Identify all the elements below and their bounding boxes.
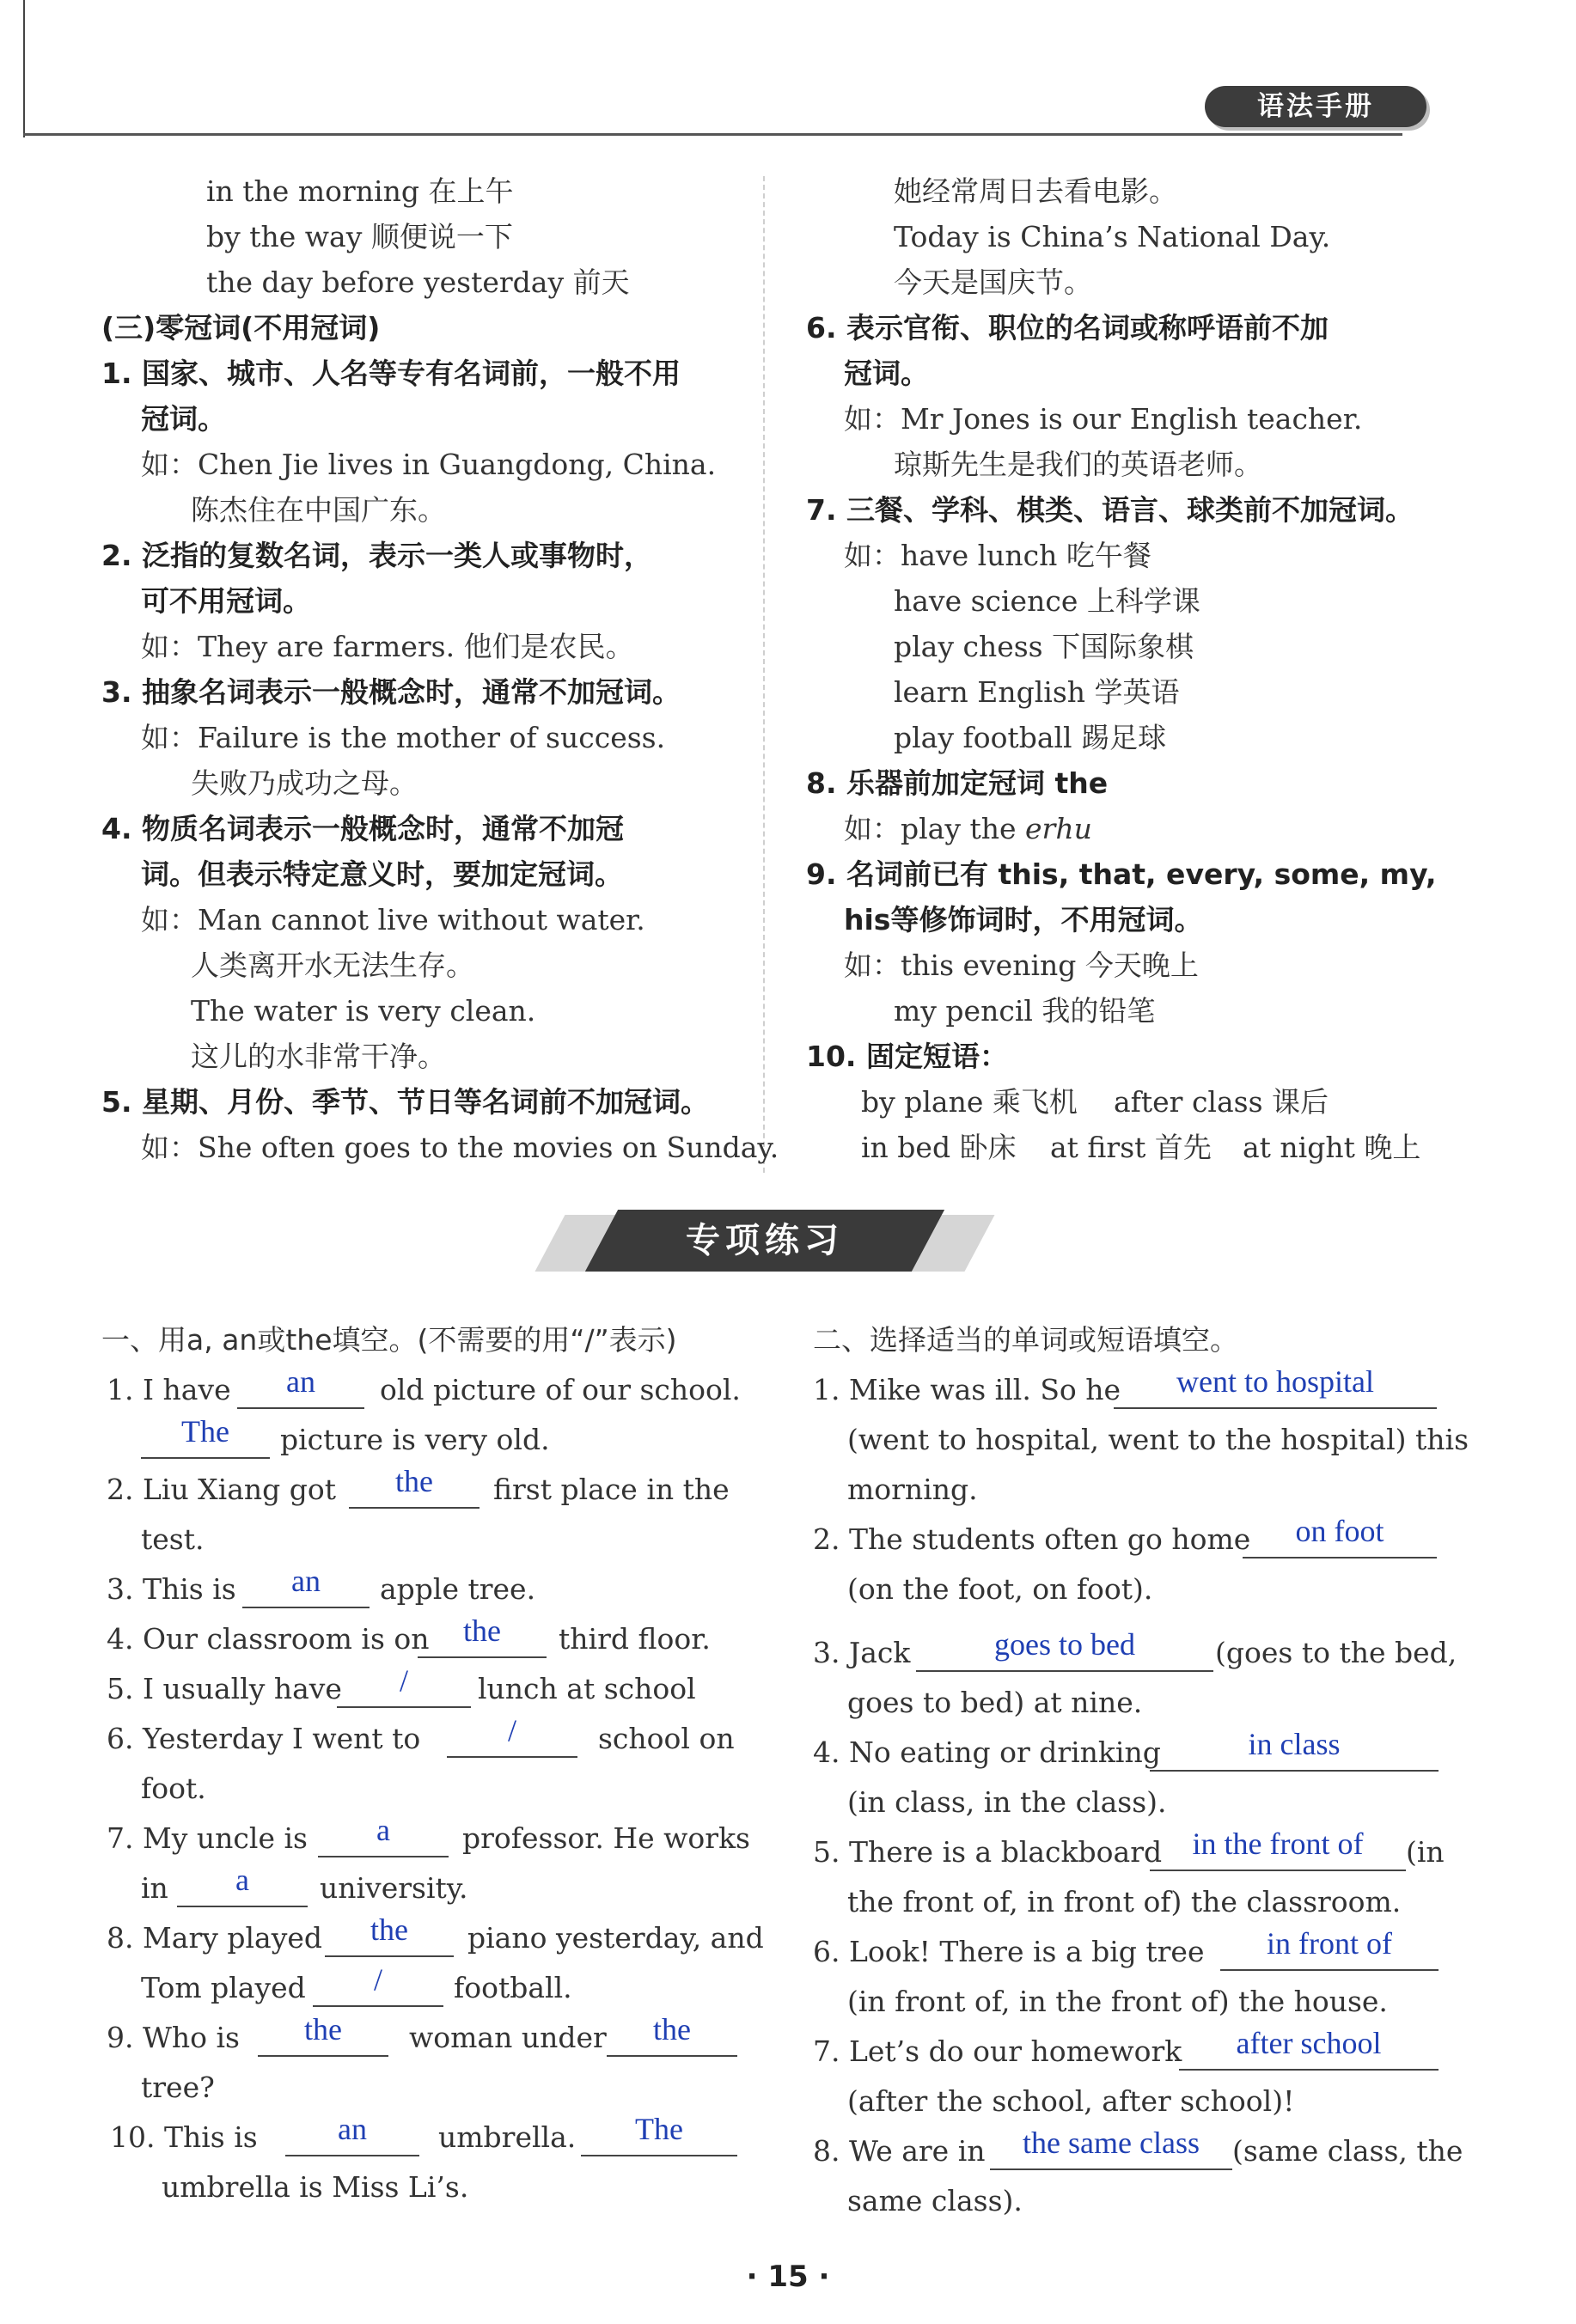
question-text: 5. I usually have: [107, 1672, 342, 1705]
section-banner: [541, 1203, 988, 1289]
question-text: (went to hospital, went to the hospital) this: [847, 1423, 1469, 1456]
header-tab: 语法手册: [1205, 86, 1426, 127]
note-rule: 8. 乐器前加定冠词 the: [806, 766, 1109, 800]
answer-blank[interactable]: [177, 1906, 308, 1907]
note-rule: 5. 星期、月份、季节、节日等名词前不加冠词。: [101, 1085, 709, 1119]
note-example: 如：Man cannot live without water.: [141, 903, 645, 936]
question-text: picture is very old.: [280, 1423, 550, 1456]
question-text: 7. My uncle is: [107, 1821, 308, 1855]
question-text: in: [141, 1871, 168, 1905]
question-text: 10. This is: [110, 2120, 258, 2154]
note-example: have science 上科学课: [894, 584, 1200, 618]
question-text: piano yesterday, and: [467, 1921, 764, 1955]
note-rule: 冠词。: [141, 402, 226, 436]
note-rule: 词。但表示特定意义时，要加定冠词。: [141, 857, 623, 891]
note-rule: his等修饰词时，不用冠词。: [844, 903, 1203, 936]
filled-answer: an: [291, 1564, 321, 1598]
question-text: foot.: [141, 1772, 206, 1805]
note-example: my pencil 我的铅笔: [894, 994, 1156, 1028]
note-example: 如：this evening 今天晚上: [844, 949, 1199, 982]
question-text: 6. Yesterday I went to: [107, 1722, 421, 1755]
answer-blank[interactable]: [418, 1656, 547, 1658]
question-text: third floor.: [559, 1622, 711, 1656]
filled-answer: goes to bed: [994, 1627, 1135, 1662]
note-rule: 2. 泛指的复数名词，表示一类人或事物时，: [101, 539, 652, 572]
question-text: 1. I have: [107, 1373, 231, 1406]
note-example: 如：They are farmers. 他们是农民。: [141, 630, 634, 663]
answer-blank[interactable]: [1114, 1407, 1437, 1409]
question-text: professor. He works: [462, 1821, 750, 1855]
note-rule: 10. 固定短语：: [806, 1040, 1008, 1073]
answer-blank[interactable]: [349, 1507, 480, 1509]
question-text: lunch at school: [478, 1672, 696, 1705]
column-divider: [763, 176, 765, 1173]
filled-answer: /: [399, 1663, 408, 1698]
question-text: same class).: [847, 2184, 1023, 2217]
note-rule: 6. 表示官衔、职位的名词或称呼语前不加: [806, 311, 1329, 345]
question-text: umbrella is Miss Li’s.: [162, 2170, 469, 2204]
example-text: 如：play the: [844, 812, 1026, 845]
question-text: goes to bed) at nine.: [847, 1686, 1143, 1719]
question-text: Tom played: [141, 1971, 306, 2004]
answer-blank[interactable]: [1179, 2069, 1439, 2071]
margin-rule: [23, 0, 25, 137]
note-rule: 冠词。: [844, 357, 929, 390]
filled-answer: the: [463, 1613, 501, 1648]
question-text: (goes to the bed,: [1215, 1636, 1457, 1669]
answer-blank[interactable]: [990, 2168, 1232, 2170]
answer-blank[interactable]: [1150, 1870, 1406, 1871]
note-example: [844, 812, 1092, 846]
question-text: (in front of, in the front of) the house.: [847, 1985, 1388, 2018]
question-text: 3. Jack: [813, 1636, 911, 1669]
note-example: play chess 下国际象棋: [894, 630, 1194, 663]
note-line: the day before yesterday 前天: [206, 265, 630, 299]
filled-answer: in the front of: [1192, 1827, 1364, 1861]
note-example: 如：Failure is the mother of success.: [141, 721, 666, 754]
note-example: 她经常周日去看电影。: [894, 174, 1177, 208]
header-rule: [23, 133, 1402, 136]
filled-answer: the: [653, 2012, 691, 2046]
filled-answer: the: [395, 1464, 433, 1498]
note-example: 陈杰住在中国广东。: [191, 493, 446, 527]
answer-blank[interactable]: [285, 2155, 419, 2156]
question-text: 4. No eating or drinking: [813, 1735, 1161, 1769]
note-example: 如：Mr Jones is our English teacher.: [844, 402, 1363, 436]
question-text: 9. Who is: [107, 2021, 240, 2054]
example-italic: erhu: [1025, 812, 1092, 845]
answer-blank[interactable]: [447, 1756, 577, 1758]
part-2-title: 二、选择适当的单词或短语填空。: [813, 1323, 1238, 1357]
question-text: woman under: [409, 2021, 607, 2054]
answer-blank[interactable]: [237, 1407, 364, 1409]
note-example: learn English 学英语: [894, 675, 1180, 709]
question-text: 2. The students often go home: [813, 1522, 1251, 1556]
question-text: (on the foot, on foot).: [847, 1572, 1153, 1606]
filled-answer: went to hospital: [1176, 1364, 1374, 1399]
question-text: 4. Our classroom is on: [107, 1622, 430, 1656]
question-text: (in: [1406, 1835, 1445, 1869]
phrase: at first 首先: [1050, 1131, 1212, 1164]
note-rule: 9. 名词前已有 this, that, every, some, my,: [806, 857, 1437, 891]
question-text: 5. There is a blackboard: [813, 1835, 1163, 1869]
answer-blank[interactable]: [1220, 1969, 1439, 1971]
note-rule: 1. 国家、城市、人名等专有名词前，一般不用: [101, 357, 681, 390]
note-example: 今天是国庆节。: [894, 265, 1092, 299]
question-text: (in class, in the class).: [847, 1785, 1167, 1819]
question-text: school on: [598, 1722, 735, 1755]
filled-answer: an: [338, 2112, 367, 2146]
question-text: morning.: [847, 1473, 978, 1506]
answer-blank[interactable]: [141, 1457, 270, 1459]
answer-blank[interactable]: [1150, 1770, 1439, 1772]
answer-blank[interactable]: [337, 1706, 471, 1708]
filled-answer: the same class: [1023, 2126, 1200, 2160]
note-line: in the morning 在上午: [206, 174, 514, 208]
question-text: football.: [454, 1971, 572, 2004]
question-text: 7. Let’s do our homework: [813, 2034, 1182, 2068]
filled-answer: The: [635, 2112, 683, 2146]
note-example: The water is very clean.: [191, 994, 536, 1028]
note-example: Today is China’s National Day.: [894, 220, 1331, 253]
note-example: 人类离开水无法生存。: [191, 949, 474, 982]
phrase: in bed 卧床: [861, 1131, 1017, 1164]
question-text: apple tree.: [380, 1572, 536, 1606]
answer-blank[interactable]: [1243, 1557, 1437, 1558]
note-line: by the way 顺便说一下: [206, 220, 513, 253]
note-rule: 4. 物质名词表示一般概念时，通常不加冠: [101, 812, 624, 845]
answer-blank[interactable]: [607, 2055, 737, 2057]
filled-answer: a: [235, 1863, 249, 1897]
question-text: umbrella.: [438, 2120, 577, 2154]
question-text: 1. Mike was ill. So he: [813, 1373, 1121, 1406]
note-example: 这儿的水非常干净。: [191, 1040, 446, 1073]
note-rule: 7. 三餐、学科、棋类、语言、球类前不加冠词。: [806, 493, 1414, 527]
answer-blank[interactable]: [313, 2005, 443, 2007]
question-text: tree?: [141, 2071, 215, 2104]
filled-answer: in class: [1248, 1727, 1341, 1761]
answer-blank[interactable]: [242, 1607, 370, 1608]
note-heading: (三)零冠词(不用冠词): [101, 311, 381, 345]
filled-answer: /: [373, 1962, 382, 1997]
filled-answer: The: [181, 1414, 229, 1449]
filled-answer: /: [507, 1713, 516, 1748]
answer-blank[interactable]: [258, 2055, 388, 2057]
filled-answer: in front of: [1267, 1926, 1392, 1961]
answer-blank[interactable]: [581, 2155, 737, 2156]
question-text: old picture of our school.: [380, 1373, 741, 1406]
note-example: 如：She often goes to the movies on Sunday.: [141, 1131, 779, 1164]
part-1-title: 一、用a, an或the填空。(不需要的用“/”表示): [101, 1323, 677, 1357]
question-text: (same class, the: [1232, 2134, 1463, 2168]
filled-answer: an: [286, 1364, 315, 1399]
question-text: 8. We are in: [813, 2134, 986, 2168]
note-example: 如：have lunch 吃午餐: [844, 539, 1151, 572]
note-example: play football 踢足球: [894, 721, 1167, 754]
note-example: 失败乃成功之母。: [191, 766, 418, 800]
question-text: (after the school, after school)!: [847, 2084, 1295, 2118]
question-text: 6. Look! There is a big tree: [813, 1935, 1205, 1968]
question-text: the front of, in front of) the classroom.: [847, 1885, 1402, 1918]
filled-answer: after school: [1236, 2026, 1382, 2060]
note-rule: 3. 抽象名词表示一般概念时，通常不加冠词。: [101, 675, 681, 709]
section-title: 专项练习: [686, 1221, 844, 1260]
note-example: 琼斯先生是我们的英语老师。: [894, 448, 1262, 481]
question-text: 8. Mary played: [107, 1921, 322, 1955]
answer-blank[interactable]: [318, 1856, 449, 1857]
phrase: by plane 乘飞机: [861, 1085, 1078, 1119]
phrase: after class 课后: [1114, 1085, 1329, 1119]
note-example: 如：Chen Jie lives in Guangdong, China.: [141, 448, 717, 481]
answer-blank[interactable]: [916, 1670, 1213, 1672]
page-number: · 15 ·: [746, 2260, 830, 2294]
question-text: test.: [141, 1522, 205, 1556]
note-rule: 可不用冠词。: [141, 584, 311, 618]
phrase: at night 晚上: [1243, 1131, 1421, 1164]
question-text: first place in the: [493, 1473, 730, 1506]
filled-answer: a: [376, 1813, 390, 1847]
filled-answer: the: [370, 1912, 408, 1947]
question-text: 2. Liu Xiang got: [107, 1473, 337, 1506]
question-text: 3. This is: [107, 1572, 236, 1606]
question-text: university.: [320, 1871, 468, 1905]
answer-blank[interactable]: [325, 1955, 454, 1957]
filled-answer: on foot: [1295, 1514, 1384, 1548]
filled-answer: the: [304, 2012, 342, 2046]
